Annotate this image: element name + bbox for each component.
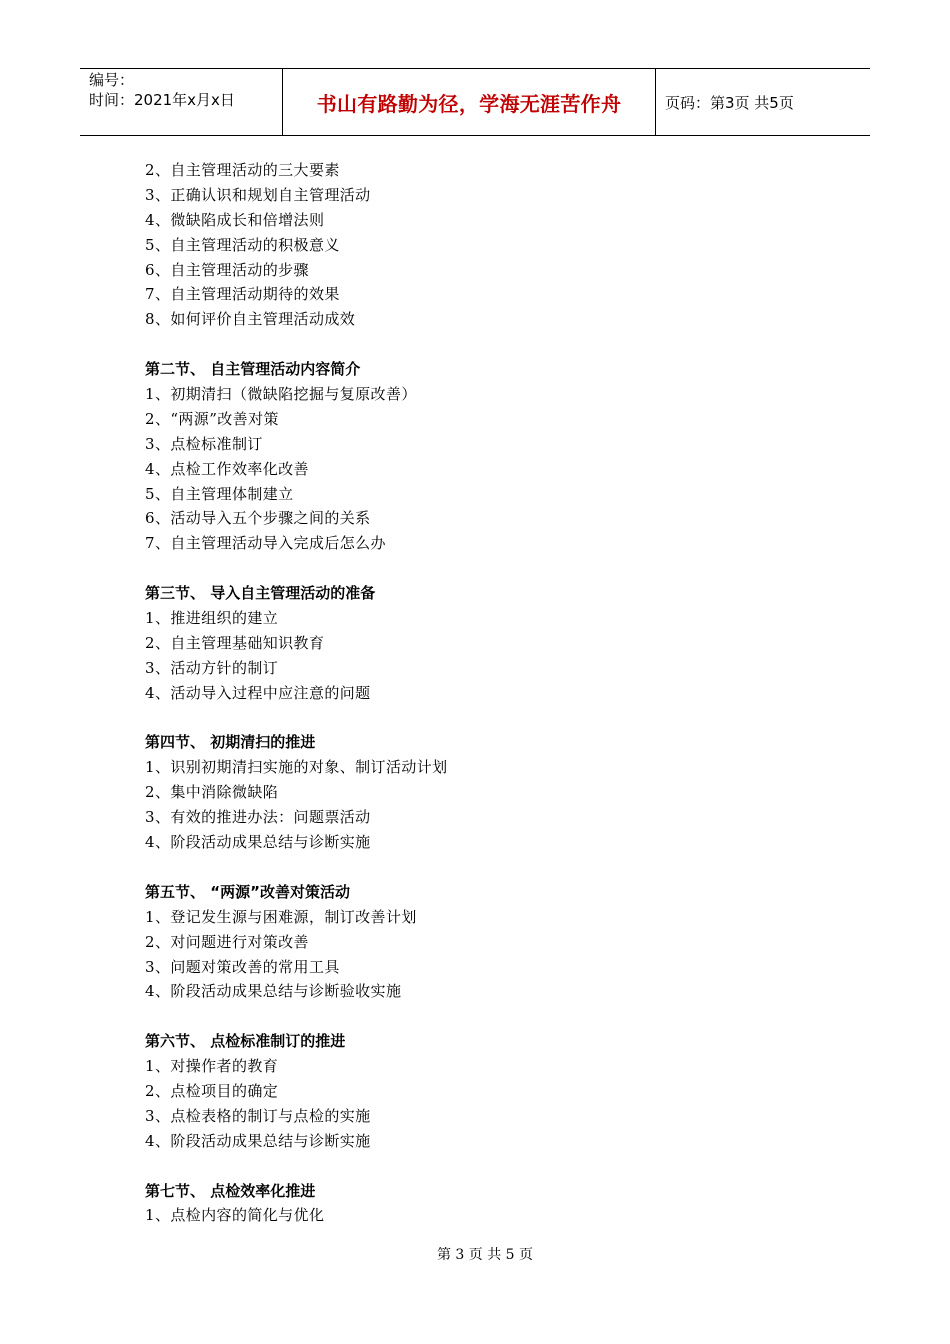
list-item: 2、集中消除微缺陷 bbox=[145, 783, 279, 802]
list-item: 1、初期清扫（微缺陷挖掘与复原改善） bbox=[145, 385, 417, 404]
header-meta-cell bbox=[80, 69, 283, 135]
section-heading: 第二节、 自主管理活动内容简介 bbox=[145, 360, 361, 379]
list-item: 3、活动方针的制订 bbox=[145, 658, 279, 677]
section-6 bbox=[145, 1029, 845, 1153]
list-item: 8、如何评价自主管理活动成效 bbox=[145, 310, 356, 329]
section-2 bbox=[145, 357, 845, 556]
list-item: 5、自主管理活动的积极意义 bbox=[145, 235, 340, 254]
list-item: 6、自主管理活动的步骤 bbox=[145, 260, 309, 279]
list-item: 1、识别初期清扫实施的对象、制订活动计划 bbox=[145, 758, 448, 777]
list-item: 3、问题对策改善的常用工具 bbox=[145, 957, 340, 976]
intro-list bbox=[145, 158, 845, 332]
section-heading: 第三节、 导入自主管理活动的准备 bbox=[145, 584, 376, 603]
section-heading: 第五节、 “两源”改善对策活动 bbox=[145, 882, 350, 901]
list-item: 3、点检标准制订 bbox=[145, 434, 263, 453]
list-item: 7、自主管理活动导入完成后怎么办 bbox=[145, 534, 386, 553]
list-item: 4、点检工作效率化改善 bbox=[145, 459, 309, 478]
list-item: 4、阶段活动成果总结与诊断实施 bbox=[145, 1131, 371, 1150]
list-item: 2、自主管理活动的三大要素 bbox=[145, 161, 340, 179]
list-item: 1、点检内容的简化与优化 bbox=[145, 1206, 325, 1225]
section-3 bbox=[145, 581, 845, 705]
list-item: 2、点检项目的确定 bbox=[145, 1081, 279, 1100]
list-item: 4、阶段活动成果总结与诊断实施 bbox=[145, 833, 371, 852]
list-item: 5、自主管理体制建立 bbox=[145, 484, 294, 503]
document-body bbox=[145, 158, 845, 1228]
header-page-cell bbox=[656, 69, 870, 135]
header-motto: 书山有路勤为径，学海无涯苦作舟 bbox=[316, 91, 622, 116]
page-header bbox=[80, 68, 870, 136]
section-7 bbox=[145, 1179, 845, 1229]
list-item: 1、推进组织的建立 bbox=[145, 609, 279, 628]
list-item: 1、对操作者的教育 bbox=[145, 1057, 279, 1076]
list-item: 2、自主管理基础知识教育 bbox=[145, 633, 325, 652]
header-motto-cell bbox=[283, 69, 656, 135]
list-item: 1、登记发生源与困难源，制订改善计划 bbox=[145, 907, 417, 926]
list-item: 2、“两源”改善对策 bbox=[145, 409, 279, 428]
section-heading: 第四节、 初期清扫的推进 bbox=[145, 733, 316, 752]
list-item: 4、微缺陷成长和倍增法则 bbox=[145, 210, 325, 229]
page-footer: 第 3 页 共 5 页 bbox=[436, 1247, 534, 1263]
list-item: 6、活动导入五个步骤之间的关系 bbox=[145, 509, 371, 528]
document-date-label: 时间：2021年x月x日 bbox=[89, 91, 235, 109]
header-page-info: 页码：第3页 共5页 bbox=[665, 93, 794, 112]
section-4 bbox=[145, 730, 845, 854]
list-item: 2、对问题进行对策改善 bbox=[145, 932, 309, 951]
list-item: 3、正确认识和规划自主管理活动 bbox=[145, 185, 371, 204]
list-item: 3、有效的推进办法：问题票活动 bbox=[145, 808, 371, 827]
list-item: 4、活动导入过程中应注意的问题 bbox=[145, 683, 371, 702]
section-heading: 第七节、 点检效率化推进 bbox=[145, 1181, 316, 1200]
section-5 bbox=[145, 880, 845, 1004]
list-item: 7、自主管理活动期待的效果 bbox=[145, 285, 340, 304]
list-item: 3、点检表格的制订与点检的实施 bbox=[145, 1106, 371, 1125]
list-item: 4、阶段活动成果总结与诊断验收实施 bbox=[145, 982, 402, 1001]
document-number-label: 编号： bbox=[89, 71, 135, 89]
section-heading: 第六节、 点检标准制订的推进 bbox=[145, 1032, 346, 1051]
